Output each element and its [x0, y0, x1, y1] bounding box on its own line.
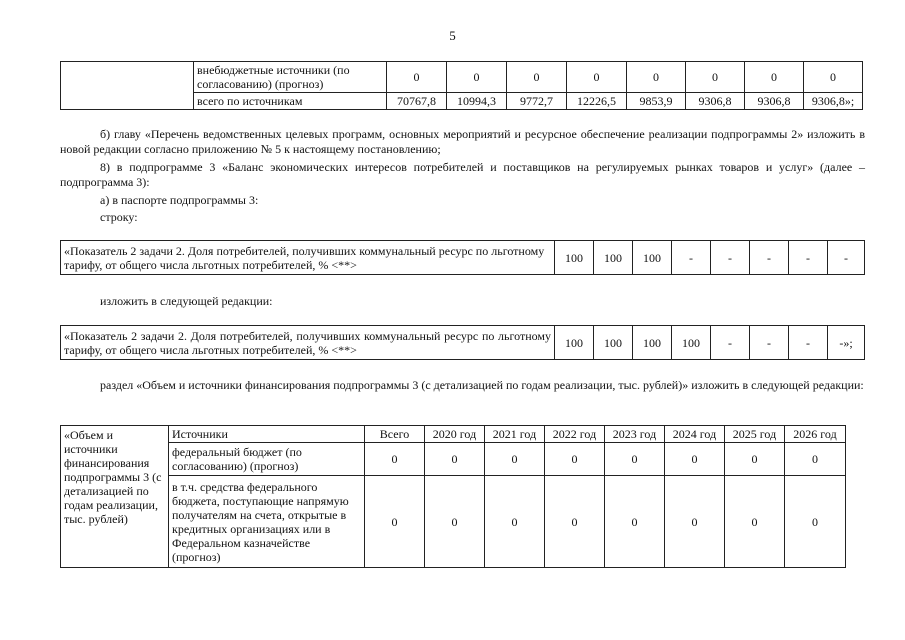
source-label: в т.ч. средства федерального бюджета, поступающие напрямую получателям на счета, открытые в кредитных организациях или в Федеральном казначействе (прогноз) — [169, 476, 365, 568]
indicator-label: «Показатель 2 задачи 2. Доля потребителей, получивших коммунальный ресурс по льготному тарифу, от общего числа льготных потребителей, % <**> — [61, 241, 555, 275]
value-cell: 100 — [555, 326, 594, 360]
value-cell: 100 — [633, 241, 672, 275]
value-cell: 0 — [725, 476, 785, 568]
column-header: 2022 год — [545, 426, 605, 443]
value-cell: 0 — [447, 62, 507, 93]
value-cell: 0 — [785, 443, 846, 476]
value-cell: 100 — [594, 326, 633, 360]
column-header: 2026 год — [785, 426, 846, 443]
indicator-new-table — [60, 325, 865, 360]
top-funding-table — [60, 61, 863, 110]
value-cell: 0 — [365, 443, 425, 476]
value-cell: - — [789, 326, 828, 360]
paragraph-8: 8) в подпрограмме 3 «Баланс экономических интересов потребителей и поставщиков на регулируемых рынках товаров и услуг» (далее – подпрограмма 3): — [60, 160, 865, 189]
row-label: всего по источникам — [194, 93, 387, 110]
value-cell: 100 — [672, 326, 711, 360]
table-row — [61, 241, 865, 275]
value-cell: 0 — [507, 62, 567, 93]
value-cell: 70767,8 — [387, 93, 447, 110]
value-cell: 0 — [785, 476, 846, 568]
value-cell: 0 — [485, 443, 545, 476]
table-row — [61, 476, 846, 568]
column-header: 2021 год — [485, 426, 545, 443]
value-cell: 100 — [555, 241, 594, 275]
paragraph-row: строку: — [100, 210, 138, 224]
value-cell: 0 — [725, 443, 785, 476]
value-cell: 0 — [804, 62, 863, 93]
value-cell: 0 — [387, 62, 447, 93]
table-row — [61, 326, 865, 360]
paragraph-section: раздел «Объем и источники финансирования подпрограммы 3 (с детализацией по годам реализации, тыс. рублей)» изложить в следующей редакции: — [100, 378, 864, 392]
finance-table — [60, 425, 846, 568]
value-cell: 100 — [633, 326, 672, 360]
indicator-old-table — [60, 240, 865, 275]
value-cell: -»; — [828, 326, 865, 360]
value-cell: 12226,5 — [567, 93, 627, 110]
table-header-row — [61, 426, 846, 443]
value-cell: 9853,9 — [627, 93, 686, 110]
indicator-label: «Показатель 2 задачи 2. Доля потребителей, получивших коммунальный ресурс по льготному тарифу, от общего числа льготных потребителей, % <**> — [61, 326, 555, 360]
paragraph-a: а) в паспорте подпрограммы 3: — [100, 193, 259, 207]
value-cell: 9772,7 — [507, 93, 567, 110]
value-cell: 0 — [605, 443, 665, 476]
paragraph-new-edition: изложить в следующей редакции: — [100, 294, 273, 308]
value-cell: 9306,8 — [745, 93, 804, 110]
value-cell: 0 — [745, 62, 804, 93]
value-cell: 9306,8 — [686, 93, 745, 110]
side-label: «Объем и источники финансирования подпрограммы 3 (с детализацией по годам реализации, тыс. рублей) — [61, 426, 169, 568]
column-header: Всего — [365, 426, 425, 443]
value-cell: 10994,3 — [447, 93, 507, 110]
value-cell: - — [711, 326, 750, 360]
value-cell: - — [828, 241, 865, 275]
page-number: 5 — [449, 28, 456, 43]
value-cell: - — [672, 241, 711, 275]
value-cell: - — [789, 241, 828, 275]
value-cell: 0 — [686, 62, 745, 93]
value-cell: 0 — [605, 476, 665, 568]
value-cell: - — [711, 241, 750, 275]
value-cell: 100 — [594, 241, 633, 275]
row-label: внебюджетные источники (по согласованию) (прогноз) — [194, 62, 387, 93]
value-cell: - — [750, 241, 789, 275]
column-header: 2025 год — [725, 426, 785, 443]
value-cell: - — [750, 326, 789, 360]
value-cell: 0 — [365, 476, 425, 568]
value-cell: 0 — [485, 476, 545, 568]
source-label: федеральный бюджет (по согласованию) (прогноз) — [169, 443, 365, 476]
column-header: 2020 год — [425, 426, 485, 443]
empty-cell — [61, 62, 194, 110]
value-cell: 0 — [665, 476, 725, 568]
value-cell: 0 — [425, 476, 485, 568]
value-cell: 9306,8»; — [804, 93, 863, 110]
value-cell: 0 — [665, 443, 725, 476]
column-header: 2023 год — [605, 426, 665, 443]
paragraph-b: б) главу «Перечень ведомственных целевых программ, основных мероприятий и ресурсное обеспечение реализации подпрограммы 2» изложить в новой редакции согласно приложению № 5 к настоящему постановлению; — [60, 127, 865, 156]
table-row — [61, 62, 863, 93]
value-cell: 0 — [545, 476, 605, 568]
value-cell: 0 — [567, 62, 627, 93]
column-header: 2024 год — [665, 426, 725, 443]
table-row — [61, 443, 846, 476]
column-header: Источники — [169, 426, 365, 443]
value-cell: 0 — [425, 443, 485, 476]
value-cell: 0 — [627, 62, 686, 93]
value-cell: 0 — [545, 443, 605, 476]
